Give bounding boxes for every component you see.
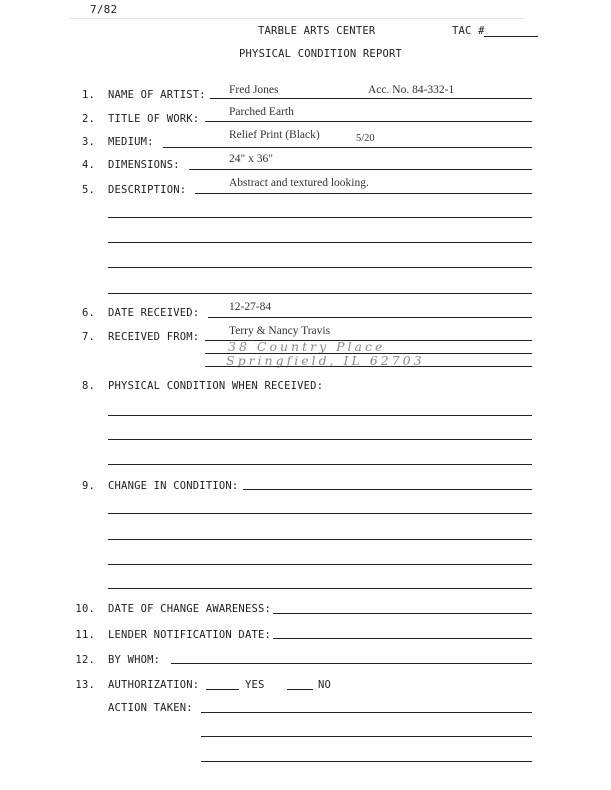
medium-value: Relief Print (Black) [229, 129, 320, 141]
field-label: RECEIVED FROM: [108, 331, 200, 343]
received-from-line[interactable] [205, 366, 532, 367]
field-number: 9. [81, 480, 95, 492]
condition-line[interactable] [108, 464, 532, 465]
dimensions-line[interactable] [189, 169, 532, 170]
description-line[interactable] [108, 267, 532, 268]
action-taken-label: ACTION TAKEN: [108, 702, 193, 714]
field-label: AUTHORIZATION: [108, 679, 200, 691]
organization-name: TARBLE ARTS CENTER [258, 25, 376, 37]
field-number: 13. [75, 679, 95, 691]
change-line[interactable] [108, 564, 532, 565]
field-number: 1. [81, 89, 95, 101]
field-number: 2. [81, 113, 95, 125]
condition-line[interactable] [108, 415, 532, 416]
action-taken-line[interactable] [201, 736, 532, 737]
field-label: DATE OF CHANGE AWARENESS: [108, 603, 272, 615]
action-taken-line[interactable] [201, 712, 532, 713]
field-number: 12. [75, 654, 95, 666]
change-awareness-line[interactable] [273, 613, 532, 614]
tac-number-line[interactable] [484, 36, 538, 37]
by-whom-line[interactable] [171, 663, 532, 664]
artist-name-value: Fred Jones [229, 84, 279, 96]
field-label: CHANGE IN CONDITION: [108, 480, 239, 492]
edition-number: 5/20 [356, 133, 375, 144]
authorization-yes-label: YES [245, 679, 265, 691]
field-number: 6. [81, 307, 95, 319]
tac-label: TAC # [452, 25, 485, 37]
field-label: BY WHOM: [108, 654, 161, 666]
change-line[interactable] [243, 489, 532, 490]
title-of-work-line[interactable] [205, 121, 532, 122]
description-value: Abstract and textured looking. [229, 177, 369, 189]
field-label: MEDIUM: [108, 136, 154, 148]
field-number: 4. [81, 159, 95, 171]
change-line[interactable] [108, 588, 532, 589]
authorization-no-line[interactable] [287, 689, 313, 690]
field-label: LENDER NOTIFICATION DATE: [108, 629, 272, 641]
field-label: DIMENSIONS: [108, 159, 180, 171]
condition-line[interactable] [108, 439, 532, 440]
description-line[interactable] [195, 193, 532, 194]
authorization-no-label: NO [318, 679, 332, 691]
accession-number: Acc. No. 84-332-1 [368, 84, 455, 96]
description-line[interactable] [108, 242, 532, 243]
handwritten-street-address: 38 Country Place [228, 339, 386, 354]
field-label: TITLE OF WORK: [108, 113, 200, 125]
description-line[interactable] [108, 217, 532, 218]
field-number: 11. [75, 629, 95, 641]
form-title: PHYSICAL CONDITION REPORT [239, 48, 403, 60]
handwritten-city-address: Springfield, IL 62703 [226, 353, 425, 368]
field-number: 8. [81, 380, 95, 392]
date-received-value: 12-27-84 [229, 301, 272, 313]
field-number: 10. [75, 603, 95, 615]
change-line[interactable] [108, 539, 532, 540]
header-rule [70, 18, 525, 19]
lender-notification-line[interactable] [273, 638, 532, 639]
artist-name-line[interactable] [210, 98, 532, 99]
field-number: 5. [81, 184, 95, 196]
dimensions-value: 24" x 36" [229, 153, 273, 165]
description-line[interactable] [108, 293, 532, 294]
field-label: DESCRIPTION: [108, 184, 187, 196]
title-of-work-value: Parched Earth [229, 106, 294, 118]
date-received-line[interactable] [208, 317, 532, 318]
received-from-value: Terry & Nancy Travis [229, 325, 331, 337]
action-taken-line[interactable] [201, 761, 532, 762]
field-number: 7. [81, 331, 95, 343]
field-number: 3. [81, 136, 95, 148]
authorization-yes-line[interactable] [206, 689, 239, 690]
field-label: NAME OF ARTIST: [108, 89, 206, 101]
date-code: 7/82 [90, 3, 118, 16]
medium-line[interactable] [163, 147, 532, 148]
change-line[interactable] [108, 513, 532, 514]
field-label: PHYSICAL CONDITION WHEN RECEIVED: [108, 380, 324, 392]
field-label: DATE RECEIVED: [108, 307, 200, 319]
